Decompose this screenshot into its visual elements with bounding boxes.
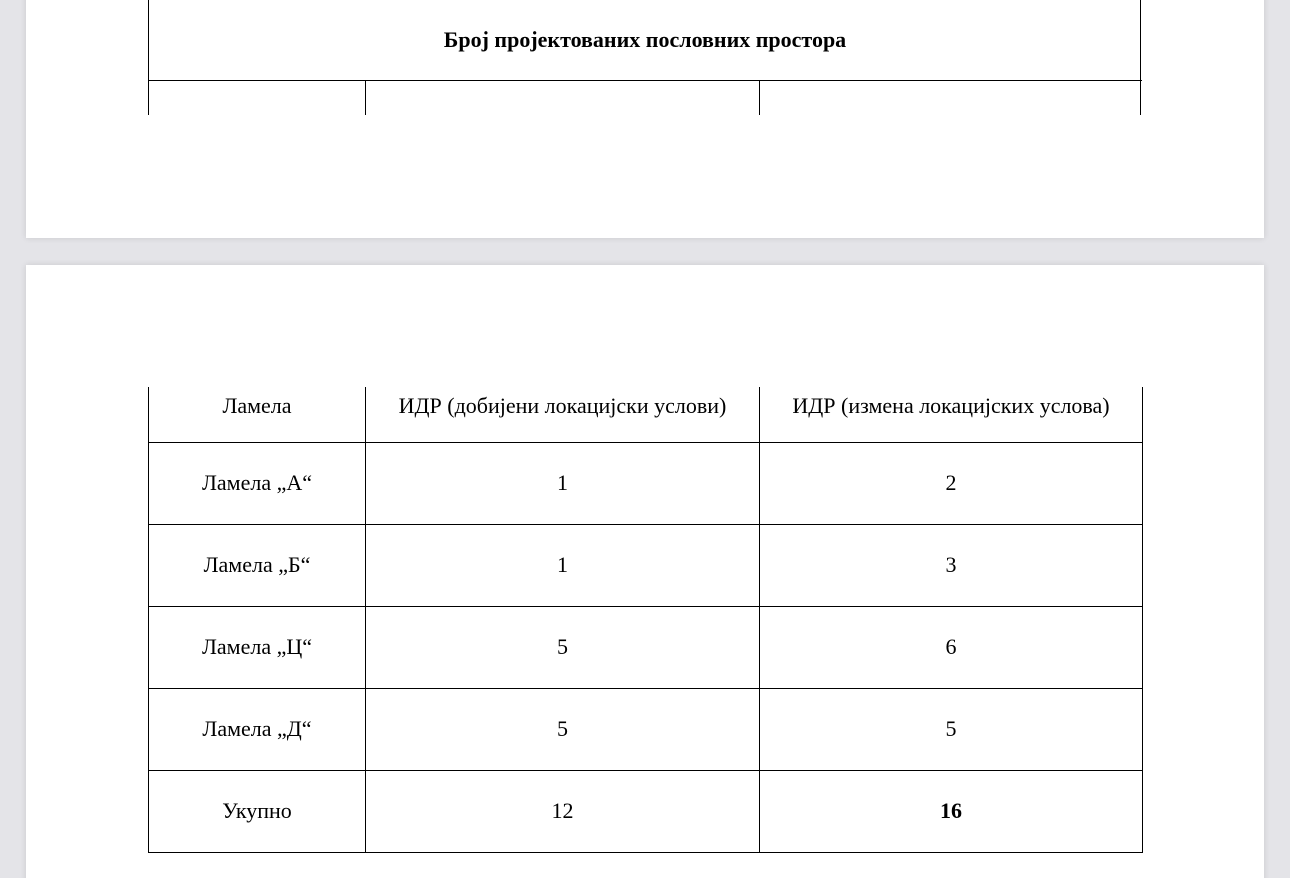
- table-cell: 2: [760, 442, 1143, 524]
- total-cell: 16: [760, 770, 1143, 852]
- table-cell: Ламела „Д“: [149, 688, 366, 770]
- total-cell: 12: [366, 770, 760, 852]
- table-cell: Ламела „Ц“: [149, 606, 366, 688]
- table-cell: 5: [366, 606, 760, 688]
- table-continued: [148, 387, 1143, 853]
- table-row: [149, 606, 1143, 688]
- table-row: [149, 688, 1143, 770]
- table-row: [149, 442, 1143, 524]
- business-spaces-table: [148, 387, 1143, 853]
- document-page-1: [26, 0, 1264, 238]
- table-cell: 1: [366, 524, 760, 606]
- header-cell: Ламела: [149, 387, 366, 442]
- header-cell: ИДР (добијени локацијски услови): [366, 387, 760, 442]
- total-label-cell: Укупно: [149, 770, 366, 852]
- table-border-left: [148, 0, 149, 115]
- table-top-fragment: [148, 0, 1142, 115]
- table-cell: Ламела „Б“: [149, 524, 366, 606]
- header-cell: ИДР (измена локацијских услова): [760, 387, 1143, 442]
- table-total-row: [149, 770, 1143, 852]
- table-border-right: [1140, 0, 1141, 115]
- document-page-2: [26, 265, 1264, 878]
- column-divider-2: [759, 81, 760, 115]
- table-cell: 5: [760, 688, 1143, 770]
- table-cell: 5: [366, 688, 760, 770]
- table-caption: Број пројектованих пословних простора: [148, 0, 1142, 81]
- table-cell: 1: [366, 442, 760, 524]
- table-row: [149, 524, 1143, 606]
- table-cell: 3: [760, 524, 1143, 606]
- table-header-row: [149, 387, 1143, 442]
- table-cell: 6: [760, 606, 1143, 688]
- column-divider-1: [365, 81, 366, 115]
- table-cell: Ламела „А“: [149, 442, 366, 524]
